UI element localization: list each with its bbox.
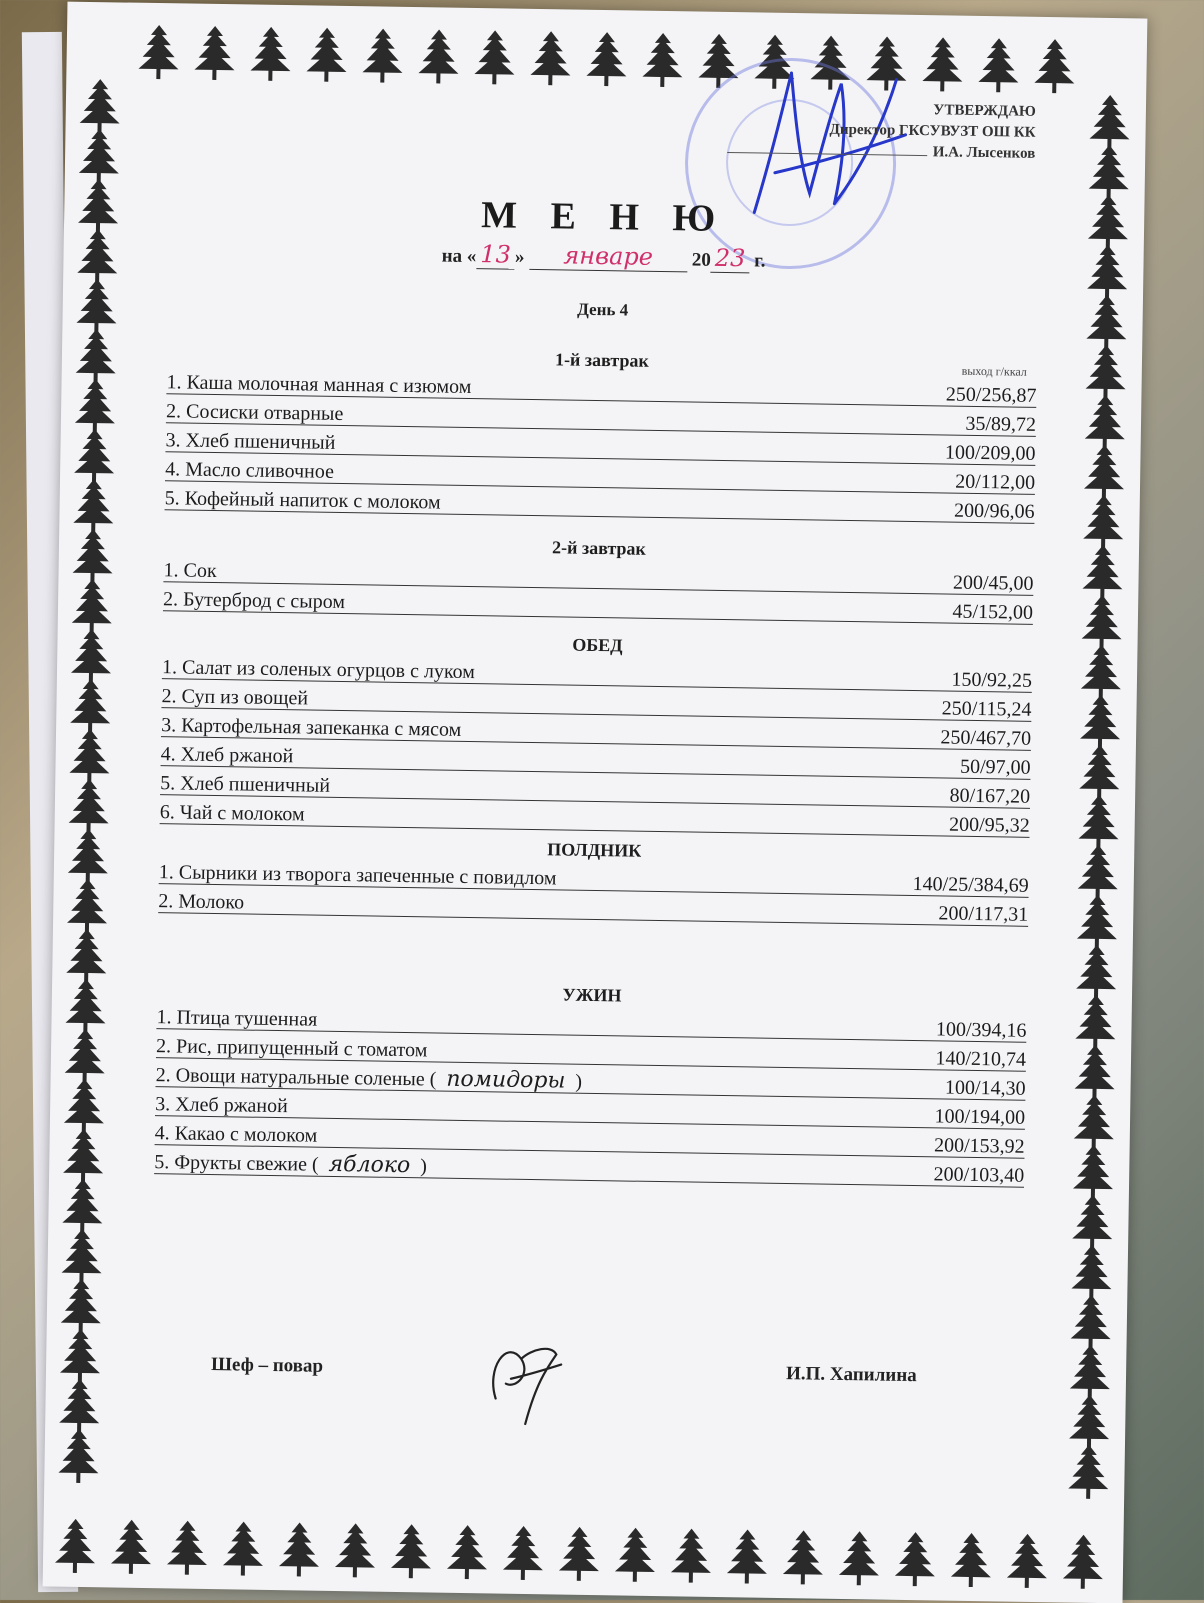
tree-icon — [333, 1521, 378, 1580]
tree-icon — [304, 25, 349, 84]
menu-item-name-text: 2. Рис, припущенный с томатом — [155, 1035, 428, 1062]
tree-icon — [165, 1518, 210, 1577]
menu-item-name — [156, 1035, 428, 1061]
section-title: 2-й завтрак — [551, 537, 647, 559]
date-mid: » — [514, 246, 525, 268]
menu-item-name-text: 2. Молоко — [158, 890, 245, 914]
yield-header: выход г/ккал — [961, 363, 1027, 379]
tree-icon — [277, 1520, 322, 1579]
menu-item-name-text: 1. Каша молочная манная с изюмом — [166, 371, 472, 399]
menu-item-yield: 35/89,72 — [965, 412, 1037, 436]
tree-icon — [501, 1524, 546, 1583]
menu-item-name — [155, 1093, 288, 1117]
approval-position: Директор ГКСУВУЗТ ОШ КК — [829, 121, 1036, 141]
tree-icon — [976, 36, 1021, 95]
tree-icon — [528, 29, 573, 88]
tree-icon — [1061, 1532, 1106, 1591]
menu-item-yield: 80/167,20 — [949, 784, 1031, 808]
menu-item-name-end: ) — [575, 1070, 583, 1093]
tree-icon — [192, 24, 237, 83]
date-year-prefix: 20 — [691, 249, 712, 271]
tree-icon — [557, 1525, 602, 1584]
tree-icon — [445, 1523, 490, 1582]
menu-item-name — [160, 772, 330, 797]
date-end: г. — [754, 250, 766, 272]
menu-item-yield: 140/210,74 — [935, 1047, 1027, 1071]
tree-icon — [416, 27, 461, 86]
menu-item-yield: 200/117,31 — [938, 902, 1029, 926]
tree-icon — [949, 1531, 994, 1590]
tree-icon — [725, 1527, 770, 1586]
menu-item-name — [163, 559, 216, 582]
menu-sheet — [43, 2, 1148, 1603]
menu-item-yield: 20/112,00 — [955, 470, 1036, 494]
chef-name: И.П. Хапилина — [785, 1363, 917, 1387]
menu-item-name-text: 2. Овощи натуральные соленые ( — [155, 1064, 437, 1091]
tree-icon — [53, 1517, 98, 1576]
menu-item-name-text: 1. Салат из соленых огурцов с луком — [161, 656, 476, 684]
menu-item-name-text: 2. Суп из овощей — [161, 685, 309, 710]
tree-icon — [1005, 1532, 1050, 1591]
menu-item-name — [165, 458, 334, 483]
tree-icon — [472, 28, 517, 87]
tree-icon — [584, 30, 629, 89]
menu-item-name — [156, 1006, 317, 1031]
section-title: 1-й завтрак — [554, 349, 650, 371]
tree-icon — [613, 1525, 658, 1584]
tree-icon — [1032, 37, 1077, 96]
date-year: 23 — [714, 243, 746, 273]
menu-item-name — [165, 429, 335, 454]
section-title: УЖИН — [562, 984, 622, 1006]
menu-item-name-end: ) — [420, 1155, 428, 1178]
menu-item-yield: 100/14,30 — [944, 1076, 1026, 1100]
menu-item-yield: 140/25/384,69 — [912, 873, 1029, 897]
menu-item-name — [160, 801, 305, 825]
menu-item-name — [154, 1151, 427, 1177]
date-day: 13 — [480, 240, 512, 269]
menu-item-yield: 100/394,16 — [935, 1018, 1027, 1042]
menu-item-name — [158, 890, 244, 913]
menu-item-yield: 200/45,00 — [952, 571, 1034, 595]
chef-signature — [475, 1328, 567, 1429]
date-month: январе — [563, 241, 654, 271]
tree-icon — [109, 1517, 154, 1576]
tree-icon — [837, 1529, 882, 1588]
handwritten-insert: яблоко — [328, 1151, 411, 1179]
menu-item-name — [163, 588, 345, 613]
menu-item-name-text: 4. Масло сливочное — [165, 458, 335, 483]
menu-item-name — [161, 714, 461, 741]
day-label: День 4 — [577, 299, 629, 320]
section-title: ПОЛДНИК — [547, 839, 642, 861]
menu-item-name-text: 3. Хлеб ржаной — [155, 1093, 288, 1118]
chef-role: Шеф – повар — [210, 1354, 324, 1377]
approval-signer-name: И.А. Лысенков — [932, 144, 1036, 162]
handwritten-insert: помидоры — [446, 1066, 566, 1094]
menu-item-yield: 250/256,87 — [945, 383, 1037, 407]
menu-item-yield: 200/153,92 — [933, 1134, 1025, 1158]
menu-item-name-text: 2. Сосиски отварные — [165, 400, 344, 425]
menu-item-yield: 50/97,00 — [959, 755, 1031, 779]
tree-icon — [893, 1530, 938, 1589]
menu-item-yield: 100/194,00 — [934, 1105, 1026, 1129]
tree-icon — [221, 1519, 266, 1578]
tree-border — [68, 2, 1148, 19]
date-prefix: на « — [441, 245, 477, 268]
tree-icon — [136, 23, 181, 82]
menu-item-name — [165, 487, 441, 513]
tree-icon — [920, 35, 965, 94]
menu-item-name-text: 1. Сырники из творога запеченные с повидлом — [158, 861, 557, 890]
menu-item-name-text: 4. Хлеб ржаной — [160, 743, 294, 768]
menu-item-yield: 45/152,00 — [952, 600, 1034, 624]
approval-title: УТВЕРЖДАЮ — [933, 102, 1037, 120]
menu-item-name-text: 3. Картофельная запеканка с мясом — [160, 714, 462, 741]
menu-item-yield: 150/92,25 — [951, 668, 1033, 692]
menu-item-yield: 100/209,00 — [944, 441, 1036, 465]
section-title: ОБЕД — [572, 634, 623, 656]
menu-item-name-text: 5. Фрукты свежие ( — [154, 1151, 319, 1176]
menu-item-yield: 200/95,32 — [948, 813, 1030, 837]
menu-item-yield: 250/115,24 — [941, 697, 1032, 721]
menu-item-name — [161, 685, 308, 709]
tree-icon — [669, 1526, 714, 1585]
menu-title: М Е Н Ю — [480, 194, 728, 241]
menu-item-name-text: 1. Птица тушенная — [156, 1006, 318, 1031]
tree-icon — [360, 26, 405, 85]
menu-item-name — [166, 400, 344, 425]
menu-item-name-text: 5. Кофейный напиток с молоком — [164, 487, 441, 514]
menu-item-name-text: 3. Хлеб пшеничный — [165, 429, 336, 454]
menu-item-yield: 200/103,40 — [933, 1163, 1025, 1187]
tree-icon — [389, 1522, 434, 1581]
tree-icon — [56, 1427, 101, 1486]
tree-icon — [781, 1528, 826, 1587]
menu-item-name-text: 1. Сок — [163, 559, 217, 583]
tree-icon — [1066, 1442, 1111, 1501]
tree-icon — [248, 24, 293, 83]
menu-item-name-text: 6. Чай с молоком — [159, 801, 305, 826]
menu-item-name-text: 4. Какао с молоком — [154, 1122, 318, 1147]
approval-block — [727, 97, 1036, 165]
tree-icon — [640, 31, 685, 90]
menu-item-name — [161, 743, 294, 767]
menu-item-name-text: 2. Бутерброд с сыром — [162, 588, 346, 614]
menu-item-name — [155, 1122, 318, 1147]
menu-item-name-text: 5. Хлеб пшеничный — [160, 772, 331, 797]
menu-item-yield: 200/96,06 — [953, 499, 1035, 523]
menu-item-yield: 250/467,70 — [940, 726, 1032, 750]
